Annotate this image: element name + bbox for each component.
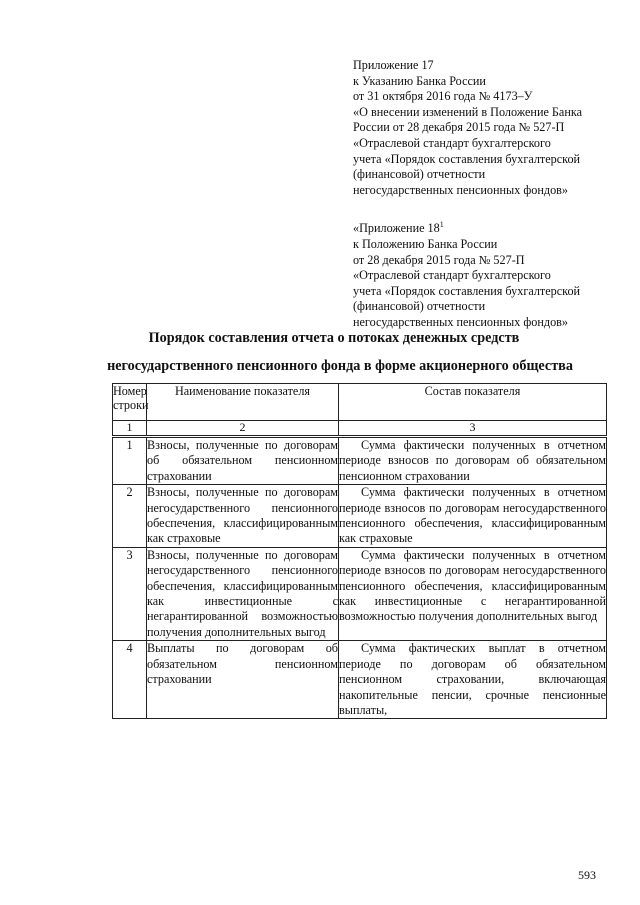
indicator-name <box>147 641 339 719</box>
header2-line: к Положению Банка России <box>353 236 498 251</box>
table-row <box>113 547 607 640</box>
header1-line: к Указанию Банка России <box>353 73 486 88</box>
header1-line: России от 28 декабря 2015 года № 527-П <box>353 120 565 135</box>
header-indicator-name: Наименование показателя <box>147 384 339 421</box>
appendix-header <box>353 58 623 331</box>
column-number-row <box>113 421 607 437</box>
indicator-composition-text: Сумма фактически полученных в отчетном периоде взносов по договорам негосударственного пенсионного обеспечения, классифицированным как инвестиционные с негарантированной возможностью получения дополнительных выгод <box>339 547 606 624</box>
header1-line: от 31 октября 2016 года № 4173–У <box>353 89 533 104</box>
header1-line: (финансовой) отчетности <box>353 167 486 182</box>
header2-superscript: 1 <box>439 220 444 230</box>
document-title-line2: негосударственного пенсионного фонда в форме акционерного общества <box>107 358 573 374</box>
document-title-line1: Порядок составления отчета о потоках денежных средств <box>148 330 520 346</box>
header2-line: от 28 декабря 2015 года № 527-П <box>353 252 525 267</box>
indicator-composition <box>339 547 607 640</box>
page-number: 593 <box>578 868 596 882</box>
indicators-table <box>112 383 607 719</box>
header1-line: учета «Порядок составления бухгалтерской <box>353 151 581 166</box>
header2-line: «Отраслевой стандарт бухгалтерского <box>353 268 551 283</box>
header2-line: (финансовой) отчетности <box>353 299 486 314</box>
table-row <box>113 485 607 548</box>
indicator-name-text: Взносы, полученные по договорам негосударственного пенсионного обеспечения, классифицированным как инвестиционные с негарантированной возможностью получения дополнительных выгод <box>147 547 338 639</box>
row-number: 1 <box>113 437 147 485</box>
indicator-composition-text: Сумма фактических выплат в отчетном периоде по договорам об обязательном пенсионном страховании, включающая накопительные пенсии, срочные пенсионные выплаты, <box>339 641 606 717</box>
column-number: 3 <box>339 421 607 437</box>
indicator-name-text: Взносы, полученные по договорам об обязательном пенсионном страховании <box>147 438 338 483</box>
table-header-row <box>113 384 607 421</box>
header-num-line1: Номер <box>113 384 147 398</box>
row-number: 2 <box>113 485 147 548</box>
table-row <box>113 641 607 719</box>
indicator-name <box>147 485 339 548</box>
row-number: 4 <box>113 641 147 719</box>
indicator-name <box>147 547 339 640</box>
header2-line: учета «Порядок составления бухгалтерской <box>353 283 581 298</box>
header1-line: «Отраслевой стандарт бухгалтерского <box>353 135 551 150</box>
indicator-composition-text: Сумма фактически полученных в отчетном периоде взносов по договорам об обязательном пенсионном страховании <box>339 438 606 483</box>
indicator-name-text: Выплаты по договорам об обязательном пенсионном страховании <box>147 641 338 687</box>
table-row <box>113 437 607 485</box>
indicator-composition-text: Сумма фактически полученных в отчетном периоде взносов по договорам негосударственного пенсионного обеспечения, классифицированным как страховые <box>339 485 606 546</box>
header-indicator-composition: Состав показателя <box>339 384 607 421</box>
header1-line: негосударственных пенсионных фондов» <box>353 182 569 197</box>
row-number: 3 <box>113 547 147 640</box>
header-num-line2: строки <box>113 398 149 412</box>
header2-first-text: «Приложение 18 <box>353 221 440 236</box>
header2-line: негосударственных пенсионных фондов» <box>353 314 569 329</box>
indicator-composition <box>339 485 607 548</box>
header1-line: Приложение 17 <box>353 58 434 72</box>
header-row-number <box>113 384 147 421</box>
header1-line: «О внесении изменений в Положение Банка <box>353 104 582 119</box>
column-number: 1 <box>113 421 147 437</box>
indicator-composition <box>339 437 607 485</box>
indicator-name-text: Взносы, полученные по договорам негосударственного пенсионного обеспечения, классифицированным как страховые <box>147 485 338 546</box>
header2-first-line <box>353 221 623 237</box>
column-number: 2 <box>147 421 339 437</box>
indicator-composition <box>339 641 607 719</box>
indicator-name <box>147 437 339 485</box>
